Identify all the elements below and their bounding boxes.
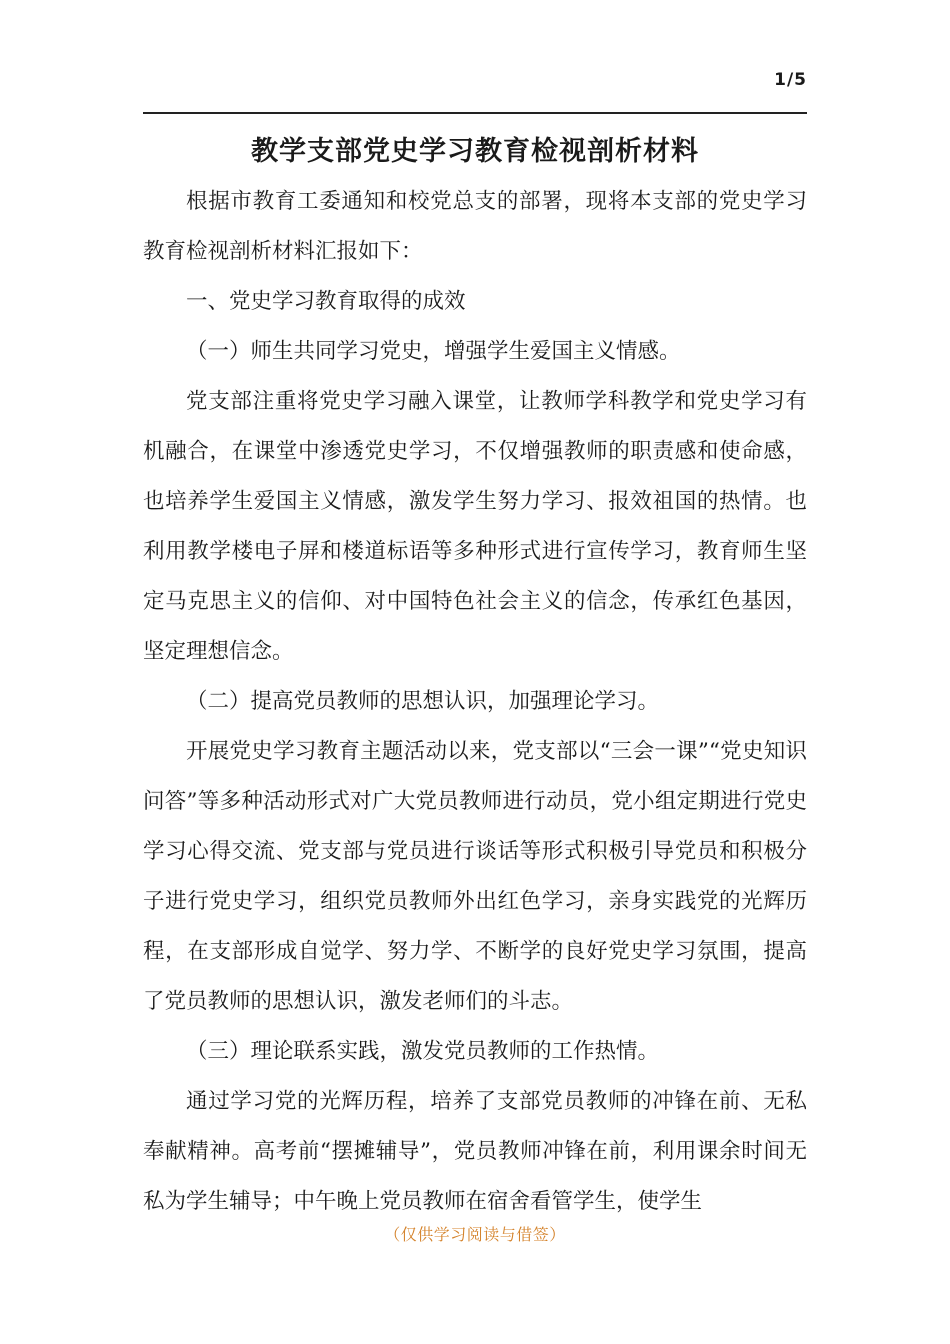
intro-paragraph: 根据市教育工委通知和校党总支的部署，现将本支部的党史学习教育检视剖析材料汇报如下： [143,189,807,264]
body-paragraph: 开展党史学习教育主题活动以来，党支部以“三会一课”“党史知识问答”等多种活动形式对广大党员教师进行动员，党小组定期进行党史学习心得交流、党支部与党员进行谈话等形式积极引导党员和积极分子进行党史学习，组织党员教师外出红色学习，亲身实践党的光辉历程，在支部形成自觉学、努力学、不断学的良好党史学习氛围，提高了党员教师的思想认识，激发老师们的斗志。 [143,739,807,1014]
subsection-heading: （一）师生共同学习党史，增强学生爱国主义情感。 [186,339,681,364]
subsection-heading: （二）提高党员教师的思想认识，加强理论学习。 [186,689,660,714]
body-paragraph: 党支部注重将党史学习融入课堂，让教师学科教学和党史学习有机融合，在课堂中渗透党史学习，不仅增强教师的职责感和使命感，也培养学生爱国主义情感，激发学生努力学习、报效祖国的热情。也利用教学楼电子屏和楼道标语等多种形式进行宣传学习，教育师生坚定马克思主义的信仰、对中国特色社会主义的信念，传承红色基因，坚定理想信念。 [143,389,807,664]
document-title: 教学支部党史学习教育检视剖析材料 [251,136,699,167]
header-divider [143,112,807,114]
section-heading: 一、党史学习教育取得的成效 [186,289,466,314]
footer-note: （仅供学习阅读与借签） [384,1225,566,1244]
body-paragraph: 通过学习党的光辉历程，培养了支部党员教师的冲锋在前、无私奉献精神。高考前“摆摊辅导”，党员教师冲锋在前，利用课余时间无私为学生辅导；中午晚上党员教师在宿舍看管学生，使学生 [143,1089,807,1214]
page-number: 1/5 [774,70,807,90]
document-body [143,177,807,1227]
subsection-heading: （三）理论联系实践，激发党员教师的工作热情。 [186,1039,660,1064]
